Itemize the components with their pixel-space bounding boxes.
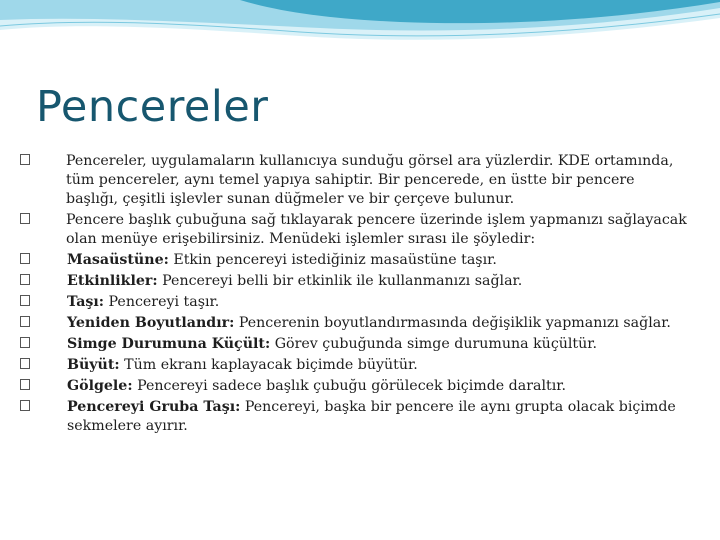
item-text: Pencereler, uygulamaların kullanıcıya sunduğu görsel ara yüzlerdir. KDE ortamında, tüm pencereler, aynı temel yapıya sahiptir. Bir pencerede, en üstte bir pencere başlığı, çeşitli işlevler sunan düğmeler ve bir çerçeve bulunur.: [66, 153, 674, 207]
item-lead: Gölgele:: [67, 378, 133, 394]
list-item: [20, 335, 690, 354]
page-title: Pencereler: [36, 82, 269, 132]
item-text: Pencerenin boyutlandırmasında değişiklik yapmanızı sağlar.: [234, 315, 671, 331]
bullet-icon: [20, 379, 30, 390]
list-item: [20, 211, 690, 249]
content-list: [20, 152, 690, 438]
bullet-icon: [20, 154, 30, 165]
bullet-icon: [20, 213, 30, 224]
item-text: Pencereyi sadece başlık çubuğu görülecek biçimde daraltır.: [132, 378, 566, 394]
decorative-waves: [0, 0, 720, 60]
item-text: Etkin pencereyi istediğiniz masaüstüne taşır.: [168, 252, 497, 268]
list-item: [20, 314, 690, 333]
item-lead: Taşı:: [67, 294, 105, 310]
list-item: [20, 251, 690, 270]
item-lead: Büyüt:: [67, 357, 120, 373]
list-item: [20, 398, 690, 436]
bullet-icon: [20, 295, 30, 306]
list-item: [20, 293, 690, 312]
item-lead: Masaüstüne:: [67, 252, 169, 268]
list-item: [20, 272, 690, 291]
item-lead: Etkinlikler:: [67, 273, 158, 289]
item-text: Pencere başlık çubuğuna sağ tıklayarak pencere üzerinde işlem yapmanızı sağlayacak olan menüye erişebilirsiniz. Menüdeki işlemler sırası ile şöyledir:: [66, 212, 687, 247]
list-item: [20, 377, 690, 396]
item-text: Görev çubuğunda simge durumuna küçültür.: [270, 336, 598, 352]
bullet-icon: [20, 358, 30, 369]
item-lead: Yeniden Boyutlandır:: [67, 315, 235, 331]
bullet-icon: [20, 400, 30, 411]
bullet-icon: [20, 253, 30, 264]
item-text: Pencereyi taşır.: [104, 294, 220, 310]
item-text: Tüm ekranı kaplayacak biçimde büyütür.: [119, 357, 418, 373]
item-lead: Simge Durumuna Küçült:: [67, 336, 271, 352]
list-item: [20, 152, 690, 209]
list-item: [20, 356, 690, 375]
item-lead: Pencereyi Gruba Taşı:: [67, 399, 241, 415]
bullet-icon: [20, 274, 30, 285]
item-text: Pencereyi belli bir etkinlik ile kullanmanızı sağlar.: [157, 273, 523, 289]
item-text: Pencereyi, başka bir pencere ile aynı grupta olacak biçimde sekmelere ayırır.: [67, 399, 676, 434]
bullet-icon: [20, 337, 30, 348]
bullet-icon: [20, 316, 30, 327]
